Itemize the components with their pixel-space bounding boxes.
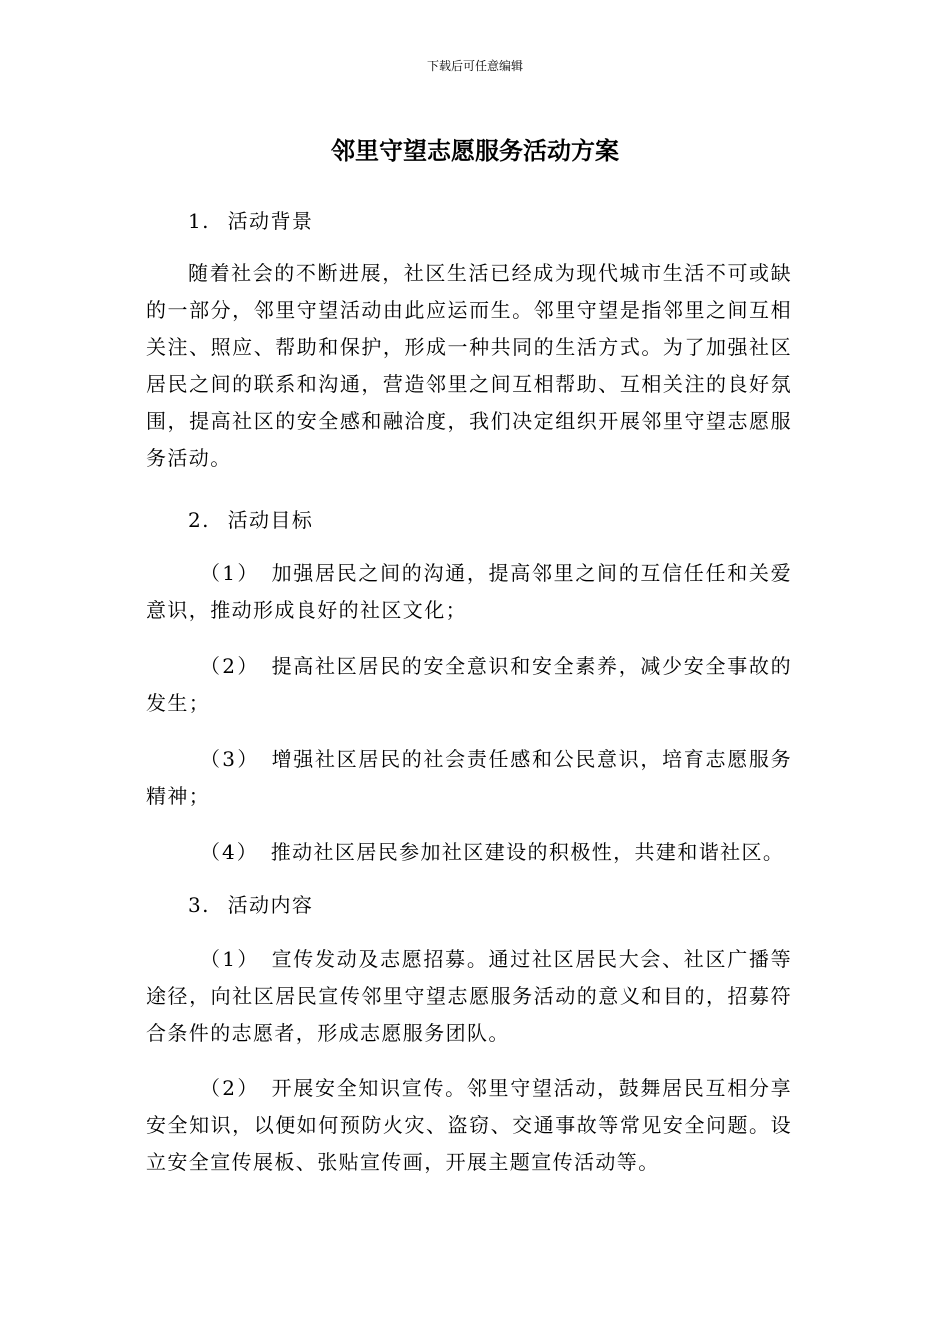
item-number: （1） (200, 947, 260, 971)
goal-item (146, 555, 792, 629)
item-number: （2） (200, 1076, 260, 1100)
section-title: 活动内容 (227, 893, 314, 917)
section-number: 2. (188, 508, 210, 532)
goal-item (146, 741, 792, 815)
item-text: 宣传发动及志愿招募。通过社区居民大会、社区广播等途径，向社区居民宣传邻里守望志愿服务活动的意义和目的，招募符合条件的志愿者，形成志愿服务团队。 (146, 947, 792, 1045)
item-number: （3） (200, 747, 260, 771)
item-text: 推动社区居民参加社区建设的积极性，共建和谐社区。 (270, 840, 785, 864)
item-number: （2） (200, 654, 260, 678)
item-text: 开展安全知识宣传。邻里守望活动，鼓舞居民互相分享安全知识，以便如何预防火灾、盗窃、交通事故等常见安全问题。设立安全宣传展板、张贴宣传画，开展主题宣传活动等。 (146, 1076, 792, 1174)
background-paragraph: 随着社会的不断进展，社区生活已经成为现代城市生活不可或缺的一部分，邻里守望活动由此应运而生。邻里守望是指邻里之间互相关注、照应、帮助和保护，形成一种共同的生活方式。为了加强社区居民之间的联系和沟通，营造邻里之间互相帮助、互相关注的良好氛围，提高社区的安全感和融洽度，我们决定组织开展邻里守望志愿服务活动。 (146, 261, 792, 470)
section-number: 1. (188, 209, 210, 233)
content-item (146, 1070, 792, 1181)
item-text: 提高社区居民的安全意识和安全素养，减少安全事故的发生； (146, 654, 792, 715)
section-title: 活动背景 (227, 209, 314, 233)
section-heading-background (188, 206, 313, 236)
section-number: 3. (188, 893, 210, 917)
section-heading-goals (188, 505, 313, 535)
item-text: 加强居民之间的沟通，提高邻里之间的互信任任和关爱意识，推动形成良好的社区文化； (146, 561, 792, 622)
item-number: （1） (200, 561, 260, 585)
goal-item (146, 648, 792, 722)
document-title: 邻里守望志愿服务活动方案 (331, 137, 619, 165)
section-heading-content (188, 890, 313, 920)
header-note: 下载后可任意编辑 (426, 59, 523, 73)
section-title: 活动目标 (227, 508, 314, 532)
item-number: （4） (200, 840, 259, 864)
item-text: 增强社区居民的社会责任感和公民意识，培育志愿服务精神； (146, 747, 792, 808)
goal-item (146, 834, 792, 871)
content-item (146, 941, 792, 1052)
